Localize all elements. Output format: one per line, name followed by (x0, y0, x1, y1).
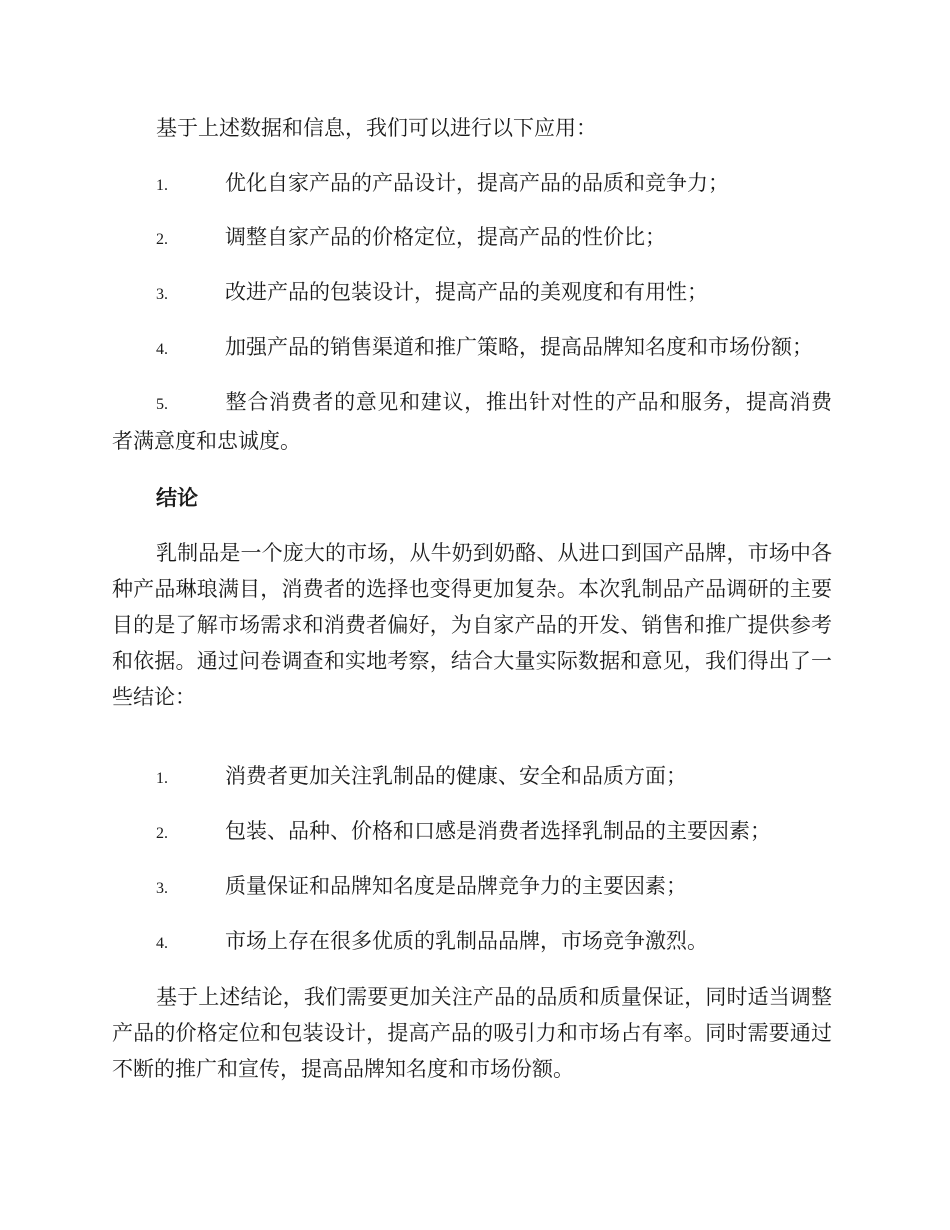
list-text: 优化自家产品的产品设计，提高产品的品质和竞争力； (225, 171, 729, 195)
application-item-3 (112, 274, 832, 313)
list-text: 包装、品种、价格和口感是消费者选择乳制品的主要因素； (225, 819, 771, 843)
application-item-2 (112, 219, 832, 258)
list-number: 1. (156, 177, 168, 194)
list-text: 改进产品的包装设计，提高产品的美观度和有用性； (225, 280, 708, 304)
application-item-5 (112, 384, 832, 459)
list-text: 消费者更加关注乳制品的健康、安全和品质方面； (225, 764, 687, 788)
section-heading-conclusion: 结论 (156, 486, 198, 510)
list-number: 2. (156, 825, 168, 842)
intro-paragraph: 基于上述数据和信息，我们可以进行以下应用： (156, 116, 597, 140)
list-text: 整合消费者的意见和建议，推出针对性的产品和服务，提高消费者满意度和忠诚度。 (112, 390, 832, 453)
final-paragraph: 基于上述结论，我们需要更加关注产品的品质和质量保证，同时适当调整产品的价格定位和包装设计，提高产品的吸引力和市场占有率。同时需要通过不断的推广和宣传，提高品牌知名度和市场份额。 (112, 985, 832, 1081)
list-text: 质量保证和品牌知名度是品牌竞争力的主要因素； (225, 874, 687, 898)
conclusion-paragraph: 乳制品是一个庞大的市场，从牛奶到奶酪、从进口到国产品牌，市场中各种产品琳琅满目，消费者的选择也变得更加复杂。本次乳制品产品调研的主要目的是了解市场需求和消费者偏好，为自家产品的开发、销售和推广提供参考和依据。通过问卷调查和实地考察，结合大量实际数据和意见，我们得出了一些结论： (112, 541, 832, 709)
conclusion-item-4 (112, 923, 832, 962)
application-item-1 (112, 165, 832, 204)
list-text: 调整自家产品的价格定位，提高产品的性价比； (225, 225, 666, 249)
list-number: 3. (156, 286, 168, 303)
list-text: 市场上存在很多优质的乳制品品牌，市场竞争激烈。 (225, 929, 708, 953)
conclusion-item-2 (112, 813, 832, 852)
list-number: 4. (156, 935, 168, 952)
conclusion-item-1 (112, 758, 832, 797)
list-number: 3. (156, 880, 168, 897)
list-number: 2. (156, 231, 168, 248)
application-item-4 (112, 329, 832, 368)
conclusion-item-3 (112, 868, 832, 907)
list-number: 1. (156, 770, 168, 787)
list-number: 4. (156, 341, 168, 358)
list-number: 5. (156, 396, 168, 413)
list-text: 加强产品的销售渠道和推广策略，提高品牌知名度和市场份额； (225, 335, 813, 359)
